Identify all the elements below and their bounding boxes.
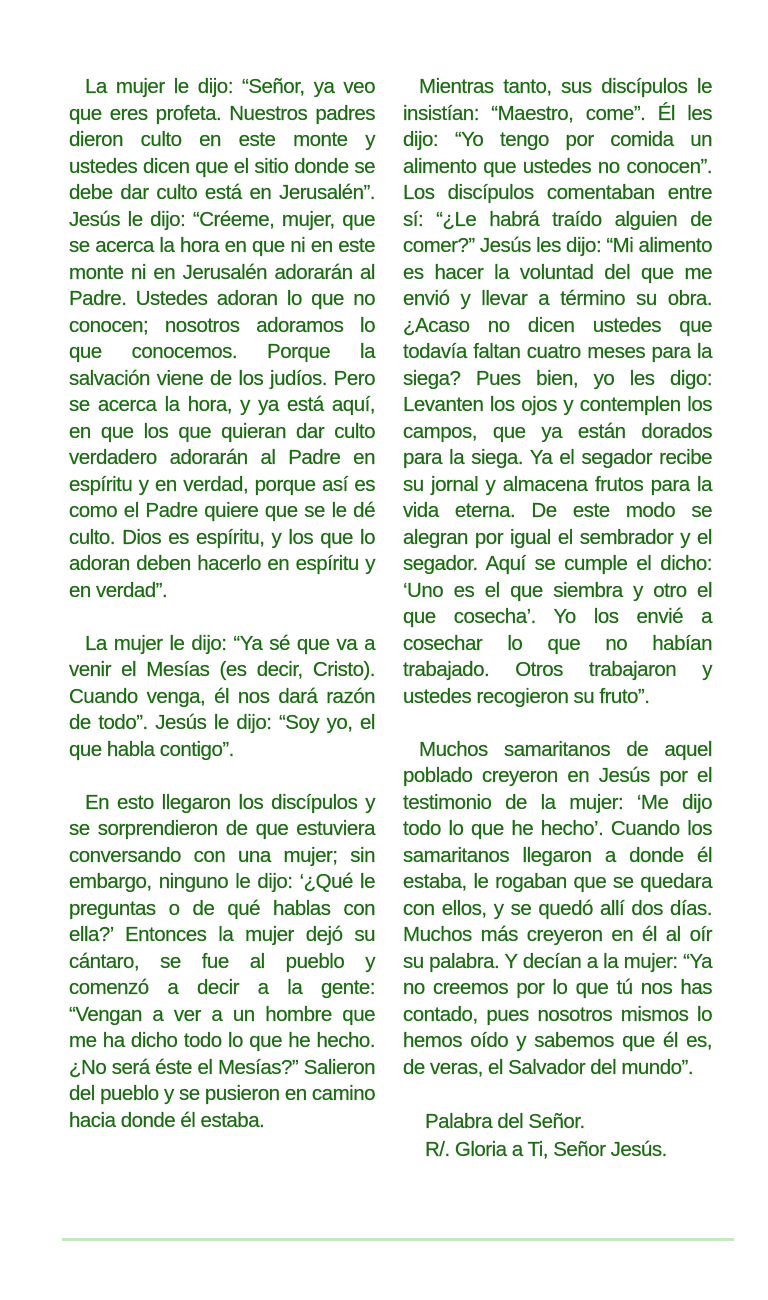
paragraph-messiah-revealed: La mujer le dijo: “Ya sé que va a venir el Mesías (es decir, Cristo). Cuando venga, él nos dará razón de todo”. Jesús le dijo: “Soy yo, el que habla contigo”.: [69, 631, 375, 761]
right-text-column: [403, 74, 712, 1164]
paragraph-worship-dialogue: La mujer le dijo: “Señor, ya veo que eres profeta. Nuestros padres dieron culto en este monte y ustedes dicen que el sitio donde se debe dar culto está en Jerusalén”. Jesús le dijo: “Créeme, mujer, que se acerca la hora en que ni en este monte ni en Jerusalén adorarán al Padre. Ustedes adoran lo que no conocen; nosotros adoramos lo que conocemos. Porque la salvación viene de los judíos. Pero se acerca la hora, y ya está aquí, en que los que quieran dar culto verdadero adorarán al Padre en espíritu y en verdad, porque así es como el Padre quiere que se le dé culto. Dios es espíritu, y los que lo adoran deben hacerlo en espíritu y en verdad”.: [69, 75, 375, 602]
liturgical-closing: [403, 1108, 712, 1164]
left-text-column: [69, 74, 375, 1161]
bottom-divider: [62, 1238, 734, 1241]
closing-word-of-lord: Palabra del Señor.: [425, 1109, 585, 1133]
paragraph-disciples-arrive: En esto llegaron los discípulos y se sorprendieron de que estuviera conversando con una mujer; sin embargo, ninguno le dijo: ‘¿Qué le preguntas o de qué hablas con ella?’ Entonces la mujer dejó su cántaro, se fue al pueblo y comenzó a decir a la gente: “Vengan a ver a un hombre que me ha dicho todo lo que he hecho. ¿No será éste el Mesías?” Salieron del pueblo y se pusieron en camino hacia donde él estaba.: [69, 790, 375, 1132]
paragraph-samaritans-believe: Muchos samaritanos de aquel poblado creyeron en Jesús por el testimonio de la mujer: ‘Me dijo todo lo que he hecho’. Cuando los samaritanos llegaron a donde él estaba, le rogaban que se quedara con ellos, y se quedó allí dos días. Muchos más creyeron en él al oír su palabra. Y decían a la mujer: “Ya no creemos por lo que tú nos has contado, pues nosotros mismos lo hemos oído y sabemos que él es, de veras, el Salvador del mundo”.: [403, 737, 712, 1079]
closing-response: R/. Gloria a Ti, Señor Jesús.: [425, 1137, 667, 1161]
paragraph-harvest-teaching: Mientras tanto, sus discípulos le insistían: “Maestro, come”. Él les dijo: “Yo tengo por comida un alimento que ustedes no conocen”. Los discípulos comentaban entre sí: “¿Le habrá traído alguien de comer?” Jesús les dijo: “Mi alimento es hacer la voluntad del que me envió y llevar a término su obra. ¿Acaso no dicen ustedes que todavía faltan cuatro meses para la siega? Pues bien, yo les digo: Levanten los ojos y contemplen los campos, que ya están dorados para la siega. Ya el segador recibe su jornal y almacena frutos para la vida eterna. De este modo se alegran por igual el sembrador y el segador. Aquí se cumple el dicho: ‘Uno es el que siembra y otro el que cosecha’. Yo los envié a cosechar lo que no habían trabajado. Otros trabajaron y ustedes recogieron su fruto”.: [403, 75, 712, 708]
